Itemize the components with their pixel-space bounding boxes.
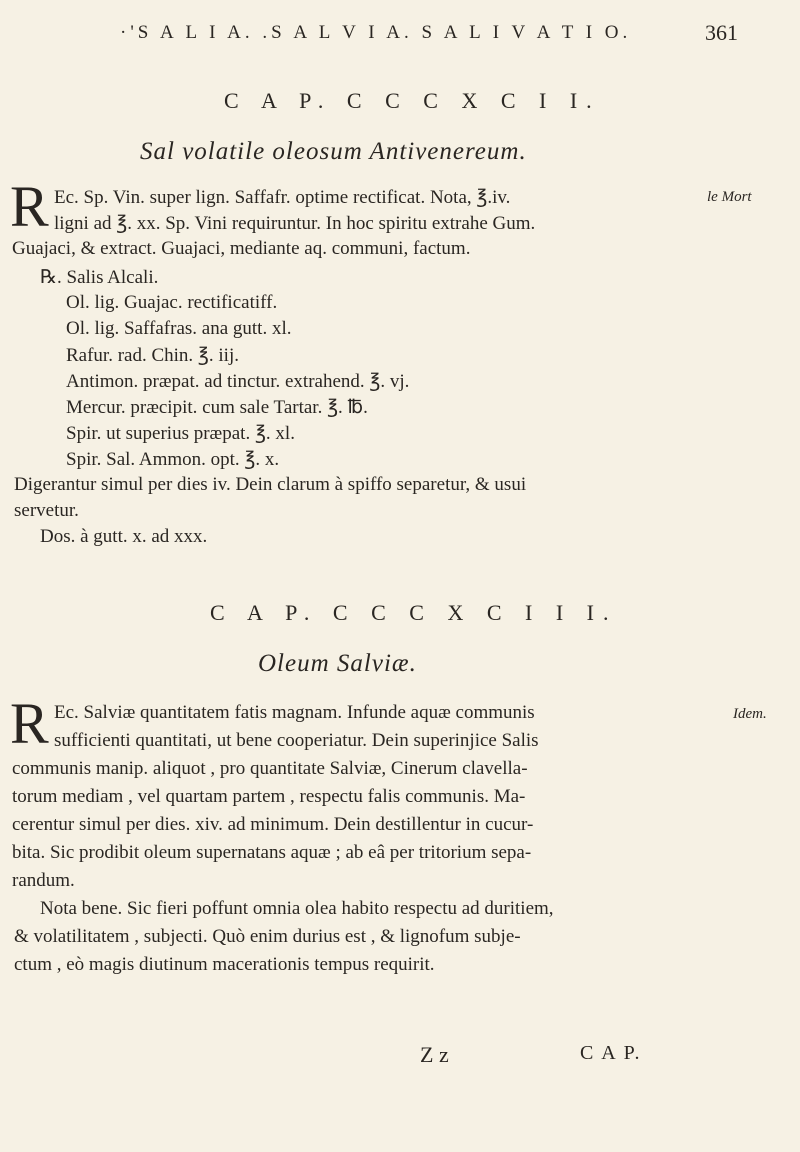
text-line: Digerantur simul per dies iv. Dein clarum à spiffo separetur, & usui bbox=[14, 474, 527, 495]
drop-cap-392: R bbox=[10, 174, 49, 239]
text-line: ℞. Salis Alcali. bbox=[40, 267, 159, 288]
dosage-line: Dos. à gutt. x. ad xxx. bbox=[40, 526, 208, 547]
text-line: Rafur. rad. Chin. ℥. iij. bbox=[66, 345, 239, 366]
text-line: Ec. Sp. Vin. super lign. Saffafr. optime rectificat. Nota, ℥.iv. bbox=[54, 187, 511, 208]
text-line: Mercur. præcipit. cum sale Tartar. ℥. ℔. bbox=[66, 397, 368, 418]
running-header: ·'S A L I A. .S A L V I A. S A L I V A T I O. bbox=[120, 22, 632, 43]
text-line: Antimon. præpat. ad tinctur. extrahend. ℥. vj. bbox=[66, 371, 410, 392]
chapter-subtitle-393: Oleum Salviæ. bbox=[258, 650, 417, 677]
text-line: communis manip. aliquot , pro quantitate Salviæ, Cinerum clavella- bbox=[12, 758, 528, 779]
text-line: cerentur simul per dies. xiv. ad minimum. Dein destillentur in cucur- bbox=[12, 814, 534, 835]
signature-mark: Z z bbox=[420, 1042, 449, 1067]
text-line: Ol. lig. Saffafras. ana gutt. xl. bbox=[66, 318, 292, 339]
text-line: & volatilitatem , subjecti. Quò enim durius est , & lignofum subje- bbox=[14, 926, 521, 947]
text-line: Ol. lig. Guajac. rectificatiff. bbox=[66, 292, 278, 313]
margin-note-392: le Mort bbox=[707, 189, 752, 205]
chapter-subtitle-392: Sal volatile oleosum Antivenereum. bbox=[140, 138, 527, 165]
text-line: ligni ad ℥. xx. Sp. Vini requiruntur. In hoc spiritu extrahe Gum. bbox=[54, 213, 536, 234]
chapter-title-393: C A P. C C C X C I I I. bbox=[210, 600, 618, 625]
text-line: Spir. ut superius præpat. ℥. xl. bbox=[66, 423, 295, 444]
text-line: torum mediam , vel quartam partem , respectu falis communis. Ma- bbox=[12, 786, 526, 807]
text-line: Guajaci, & extract. Guajaci, mediante aq. communi, factum. bbox=[12, 238, 471, 259]
page-number: 361 bbox=[705, 20, 738, 45]
text-line: bita. Sic prodibit oleum supernatans aquæ ; ab eâ per tritorium sepa- bbox=[12, 842, 532, 863]
text-line: sufficienti quantitati, ut bene cooperiatur. Dein superinjice Salis bbox=[54, 730, 539, 751]
text-line: randum. bbox=[12, 870, 75, 891]
text-line: Ec. Salviæ quantitatem fatis magnam. Infunde aquæ communis bbox=[54, 702, 535, 723]
margin-note-393: Idem. bbox=[733, 706, 767, 722]
text-line: Nota bene. Sic fieri poffunt omnia olea habito respectu ad duritiem, bbox=[40, 898, 554, 919]
text-line: ctum , eò magis diutinum macerationis tempus requirit. bbox=[14, 954, 435, 975]
chapter-title-392: C A P. C C C X C I I. bbox=[224, 88, 601, 113]
text-line: Spir. Sal. Ammon. opt. ℥. x. bbox=[66, 449, 280, 470]
catchword: C A P. bbox=[580, 1042, 642, 1064]
text-line: servetur. bbox=[14, 500, 79, 521]
drop-cap-393: R bbox=[10, 691, 49, 756]
